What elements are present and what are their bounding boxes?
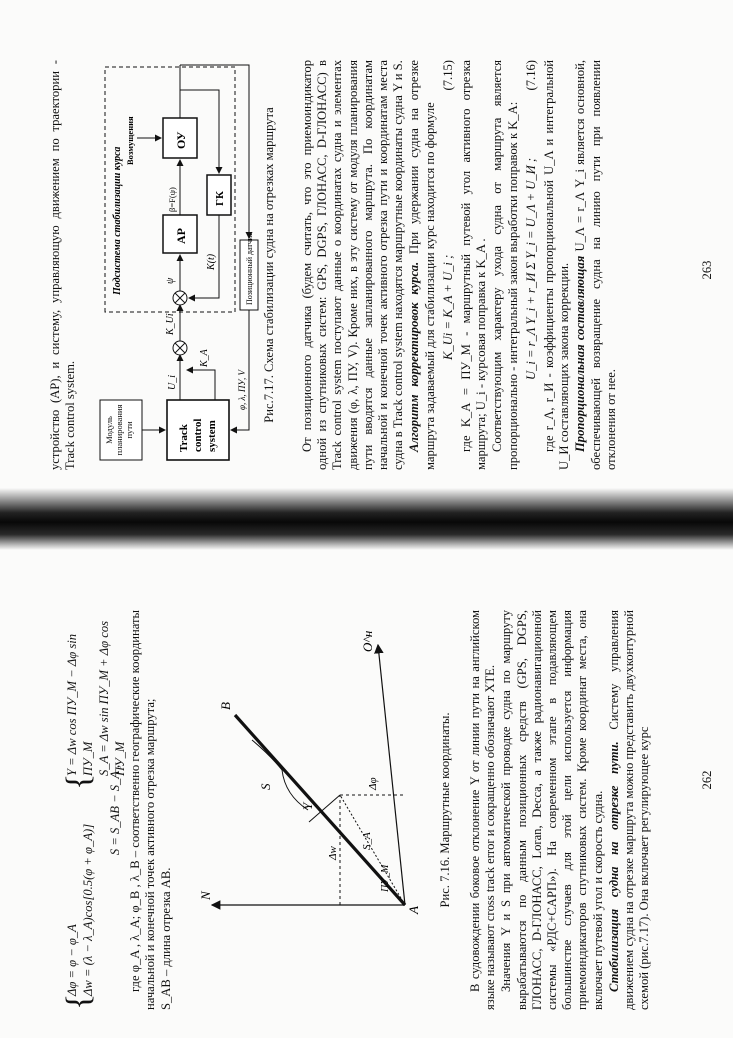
label-a: A	[406, 906, 420, 914]
eq-dphi: Δφ = φ − φ_A	[65, 924, 79, 996]
right-top-text: устройство (АР), и систему, управляющую движением по траектории - Track control system.	[48, 60, 78, 470]
eq-7-15-num: (7.15)	[440, 60, 455, 91]
page-number-262: 262	[700, 770, 714, 790]
label-n: N	[198, 891, 213, 900]
right-para-2-head: Алгоритм корректировок курса.	[407, 261, 422, 452]
right-para-3: где K_A = ПУ_M - маршрутный путевой угол активного отрезка маршрута; U_i - курсовая поправка к K_A .	[459, 60, 489, 470]
label-b: B	[218, 702, 233, 710]
label-pu: ПУ_M	[380, 864, 391, 892]
eq-7-15: K_Ui = K_A + U_i ;	[440, 254, 455, 360]
brace-2: {	[60, 773, 97, 790]
track-label-2: control	[192, 418, 204, 452]
label-s: S	[258, 783, 273, 790]
track-label-1: Track	[178, 424, 190, 452]
eq-y: Y = Δw cos ПУ_M − Δφ sin ПУ_M	[65, 633, 95, 776]
figure-7-17	[95, 60, 260, 470]
label-sa: S_A	[361, 832, 373, 850]
left-para-3: Систему управления движением судна на отрезке маршрута можно представить двухконтурной схемой (рис.7.17). Она включает регулирующее курс	[606, 610, 652, 1010]
sensor-label: Позиционный датчик	[245, 231, 254, 305]
label-dphi: Δφ	[367, 777, 379, 790]
ou-label: ОУ	[174, 131, 188, 149]
beta-label: β=F(ψ)	[167, 187, 177, 212]
sab-text: S_AB – длина отрезка AB.	[159, 867, 174, 1010]
left-equations	[60, 610, 200, 1010]
label-dw: Δw	[327, 846, 339, 860]
equation-system-1	[64, 824, 96, 996]
left-page-body	[468, 610, 653, 1010]
eq-7-16-num: (7.16)	[523, 60, 538, 91]
stabilization-diagram	[95, 60, 260, 470]
caption-7-17: Рис.7.17. Схема стабилизации судна на отрезках маршрута	[262, 107, 276, 423]
route-coordinates-figure	[190, 610, 420, 1010]
label-ka: K_A	[199, 349, 210, 367]
label-ot: O^н	[360, 630, 375, 652]
brace-1: {	[60, 993, 97, 1010]
left-para-1: В судовождении боковое отклонение Y от линии пути на английском языке называют cross track error и сокращенно обозначают XTE.	[468, 610, 498, 1010]
right-para-1: От позиционного датчика (будем считать, что это приемоиндикатор одной из спутниковых систем: GPS, DGPS, ГЛОНАСС, D-ГЛОНАСС) в Track control system поступают данные о координатах судна и элементах движения (φ, λ, ПУ, V). Кроме них, в эту систему от модуля планирования пути вводятся данные запланированного маршрута. По координатам начальной и конечной точек активного отрезка пути и координатам места судна в Track control system находятся маршрутные координаты судна Y и S.	[300, 60, 406, 470]
track-label-3: system	[206, 420, 218, 452]
s-brace	[252, 740, 308, 810]
book-spine-shadow	[0, 488, 733, 550]
right-para-6-head: Пропорциональная составляющая	[573, 255, 588, 452]
right-para-5: где r_Λ, r_И - коэффициенты пропорциональной U_Λ и интегральной U_И составляющих закона коррекции.	[542, 60, 572, 470]
eq-s: S = S_AB − S_A ,	[108, 764, 122, 856]
left-para-2: Значения Y и S при автоматической проводке судна по маршруту вырабатываются по данным позиционных средств (GPS, DGPS, ГЛОНАСС, D-ГЛОНАСС, Loran, Decca, а также радионавигационной системы «РДС+CAPП»). На современном этапе в подавляющем большинстве случаев для этой цели используется информация приемоиндикаторов спутниковых систем. Кроме координат места, она включает путевой угол и скорость судна.	[499, 610, 605, 1010]
where-text: где φ_A , λ_A; φ_B , λ_B – соответственно географические координаты начальной и конечной точек активного отрезка маршрута;	[128, 610, 158, 1010]
subsystem-label: Подсистема стабилизации курса	[112, 146, 123, 295]
eq-dw: Δw = (λ − λ_A)cos[0.5(φ + φ_A)]	[81, 823, 95, 996]
right-para-4: Соответствующим характеру ухода судна от маршрута является пропорционально - интегральный закон выработки поправок к K_A:	[490, 60, 520, 470]
ap-label: АР	[174, 228, 188, 244]
label-psi: ψ	[165, 277, 176, 284]
right-page-body	[300, 60, 620, 470]
caption-7-16: Рис. 7.16. Маршрутные координаты.	[438, 712, 452, 908]
right-para-2: При удержании судна на отрезке маршрута задаваемый для стабилизации курс находится по формуле	[407, 60, 437, 470]
gk-label: ГК	[214, 191, 226, 206]
coords-definition	[128, 610, 176, 1010]
phi-label: φ, λ, ПУ, V	[237, 370, 247, 410]
label-kui: K_Ui	[165, 313, 176, 335]
left-para-3-head: Стабилизация судна на отрезке пути.	[606, 741, 621, 992]
label-y: Y	[300, 802, 315, 810]
figure-7-16	[190, 610, 420, 1010]
disturbance-label: Возмущения	[125, 116, 135, 165]
eq-7-16: U_i = r_Λ Y_i + r_И Σ Y_i = U_Λ + U_И ;	[523, 157, 538, 380]
module-label: Модуль планирования пути	[104, 404, 134, 456]
eq-sa: S_A = Δw sin ПУ_M + Δφ cos ПУ_M	[97, 620, 127, 776]
label-kt: K(t)	[206, 253, 217, 270]
right-para-6: U_Λ = r_Λ Y_i является основной, обеспечивающей возвращение судна на линию пути при появлении отклонения от нее.	[573, 60, 618, 470]
ka-line	[187, 370, 215, 400]
page-number-263: 263	[700, 260, 714, 280]
label-ui: U_i	[167, 375, 178, 390]
